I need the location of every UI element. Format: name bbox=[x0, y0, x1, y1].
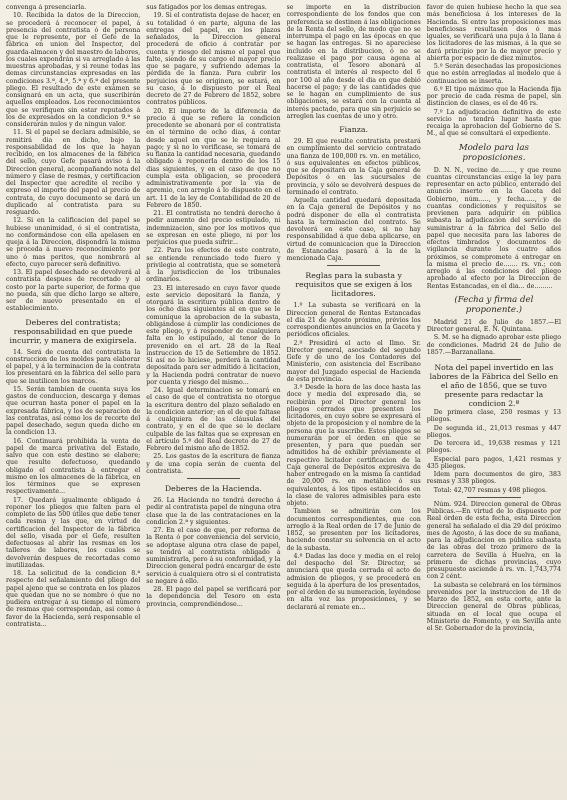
divider bbox=[467, 497, 521, 498]
column-4 bbox=[427, 4, 561, 800]
list-item: De tercera id., 19,638 resmas y 121 pliegos. bbox=[426, 440, 561, 455]
signature-line: (Fecha y firma del proponente.) bbox=[454, 294, 534, 315]
paragraph: 29. El que resulte contratista prestará en cumplimiento del servicio contratado una fianza de 100,000 rs. vn. en metálico, ó sus equivalentes en efectos públicos, que se depositará en la Caja general de Depósitos ó en las sucursales de provincia, y sólo se devolverá despues de terminado el contrato. bbox=[286, 138, 421, 196]
paragraph: 12. Si en la calificacion del papel se hubiese unanimidad, ó si el contratista, no conformándose con ella apelasen en queja á la Direccion, dispondrá la misma se proceda á nuevo reconocimiento por uno ó mas peritos, que nombrará al efecto, cuyo parecer será definitivo. bbox=[6, 217, 141, 268]
paragraph: 17. Quedará igualmente obligado á reponer los pliegos que falten para el completo de las 500 útiles que debe tener cada resma y las que, en virtud de certificacion del Inspector de la fábrica del sello, visada por el Gefe, resulten defectuosas al abrir las resmas en los talleres de labores, los cuales se devolverán despues de recortadas como inutilizadas. bbox=[6, 496, 141, 569]
paragraph: 27. En el caso de que, por reforma de la Renta ó por conveniencia del servicio, se adoptase alguna otra clase de papel, se tendrá al contratista obligado á suministrarla, pero á su conformidad, y la Direccion general podrá encargar de este servicio á cualquiera otro si el contratista se negare á ello. bbox=[146, 527, 281, 585]
paragraph: Tambien se admitirán con los documentos correspondientes, que con arreglo á la Real orden de 17 de Junio de 1852, se presenten por los licitadores, haciendo constar su solvencia en el acto de la subasta. bbox=[286, 508, 421, 552]
paragraph: 24. Igual determinacion se tomará en el caso de que el contratista no otorgue la escritura dentro del plazo señalado en la condicion anterior; en el de que faltase á cualquiera de las cláusulas del contrato, y en el de que se le declare culpable de las faltas que se expresan en el artículo 5.º del Real decreto de 27 de Febrero del mismo año de 1852. bbox=[146, 387, 281, 452]
list-item: De primera clase, 250 resmas y 13 pliegos. bbox=[426, 409, 561, 424]
paragraph: 26. La Hacienda no tendrá derecho á pedir al contratista papel de ninguna otra clase que la de las contrataciones en la condicion 2.ª y siguientes. bbox=[146, 497, 281, 526]
divider bbox=[467, 359, 521, 360]
paragraph: se importe en la distribucion correspondiente de los fondos que con preferencia se destinen á las obligaciones de la Renta del sello, de modo que no se interrumpa el pago en las épocas en que se hagan las entregas. Si no apareciese incluido en la distribucion, ó no se realizase el pago por causa agena al contratista, el Tesoro abonará al contratista el interés al respecto del 6 por 100 al año desde el dia en que debió hacerse el pago; y de las cantidades que se le hagan en cumplimiento de sus obligaciones, se estará con la cuenta al interés pactado, para que sin perjuicio se arreglen las cuentas de uno y otro. bbox=[286, 4, 421, 120]
paragraph: 18. La solicitud de la condicion 8.ª respecto del señalamiento del pliego del papel ajeno que se contrata en los plazos que quedan que no se nombre ó que no pudiera entregar á su tiempo el número de resmas que correspondan, asi como á favor de la Hacienda, será responsable el contratista... bbox=[6, 570, 141, 628]
list-item: De segunda id., 21,013 resmas y 447 pliegos. bbox=[426, 424, 561, 439]
note-heading: Nota del papel invertido en las labores de la Fábrica del Sello en el año de 1856, que se tuvo presente para redactar la condicion 2.ª bbox=[429, 363, 559, 408]
paragraph: 19. Si el contratista dejase de hacer, en su totalidad ó en parte, alguna de las entregas del papel, en los plazos señalados, la Direccion general procederá de oficio á contratar por cuenta y riesgo del mismo el papel que falte, siendo de su cargo el mayor precio que se pagare, y sufriendo ademas la pérdida de la fianza. Para cubrir los perjuicios que se originen, se estará, en su caso, á lo dispuesto por el Real decreto de 27 de Febrero de 1852, sobre contratos públicos. bbox=[146, 12, 281, 107]
paragraph: 16. Continuará prohibida la venta de papel de marca privativa del Estado, salvo que con este destino se elabore; que resulte defectuoso, quedando obligado el contratista á entregar el mismo en los almacenes de la fábrica, en los términos que se expresen respectivamente... bbox=[6, 437, 141, 496]
paragraph: sus fatigados por los demas entregas. bbox=[146, 4, 267, 11]
paragraph: 22. Para los efectos de este contrato, se entiende renunciado todo fuero y privilegio al contratista, que se someterá á la jurisdiccion de los tribunales ordinarios. bbox=[146, 247, 281, 284]
paragraph: Núm. 924. Direccion general de Obras Públicas.—En virtud de lo dispuesto por Real órden de esta fecha, esta Direccion general ha señalado el dia 29 del próximo mes de Agosto, á las doce de su mañana, para la adjudicacion en pública subasta de las obras del trozo primero de la carretera de Sevilla á Huelva, en la primera de dichas provincias, cuyo presupuesto asciende á rs. vn. 1,743,774 con 2 cént. bbox=[426, 500, 561, 581]
paragraph: 4.º Dadas las doce y media en el reloj del despacho del Sr. Director, se anunciará que queda cerrada el acto de admision de pliegos, y se procederá en seguida á la apertura de los presentados, por el órden de su numeracion, leyéndose en alta voz las proposiciones, y se declarará al remate en... bbox=[286, 552, 421, 611]
paragraph: 23. El interesado en cuyo favor quede este servicio depositará la fianza, y otorgará la escritura pública dentro de los ocho dias siguientes al en que se le comunique la aprobacion de la subasta, obligándose á cumplir las condiciones de este pliego, y á responder de cualquiera falta en lo estipulado, al tenor de lo prevenido en el art. 28 de la Real instruccion de 15 de Setiembre de 1852. Si así no lo hiciese, perderá la cantidad depositada para ser admitido á licitacion, y la Hacienda podrá contratar de nuevo por cuenta y riesgo del mismo... bbox=[146, 284, 281, 386]
column-1 bbox=[6, 4, 140, 800]
paragraph: 15. Serán tambien de cuenta suya los gastos de conduccion, descarga y demas que ocurran hasta poner el papel en la expresada fábrica, y los de separacion de las contratas, así como los de recorte del papel desechado, segun queda dicho en la condicion 13. bbox=[6, 385, 141, 437]
paragraph: 21. El contratista no tendrá derecho á pedir aumento del precio estipulado, ni indemnizacion, sino por los motivos que se expresan en este pliego, ni por los perjuicios que pueda sufrir... bbox=[146, 210, 281, 246]
paragraph: S. M. se ha dignado aprobar este pliego de condiciones. Madrid 24 de Julio de 1857.—Barzanallana. bbox=[426, 334, 561, 356]
paragraph: 1.º La subasta se verificará en la Direccion general de Rentas Estancadas el dia 21 de Agosto próximo, prévios los correspondientes anuncios en la Gaceta y periódicos oficiales. bbox=[286, 302, 421, 339]
paragraph: 14. Será de cuenta del contratista la construccion de los moldes para elaborar el papel, y á la terminacion de la contrata los presentará en la fábrica del sello para que se inutilicen los marcos. bbox=[6, 348, 141, 385]
paragraph: 7.º La adjudicacion definitiva de este servicio no tendrá lugar hasta que recaiga la aprobacion del Gobierno de S. M., al que se consultará el expediente. bbox=[426, 108, 561, 138]
paragraph: 13. El papel desechado se devolverá al contratista despues de recortado y al costo por la parte superior, de forma que no pueda, sin que dicho largo se altere, ser de nuevo presentado en el establecimiento. bbox=[6, 269, 141, 313]
list-item: Total: 42,707 resmas y 498 pliegos. bbox=[433, 486, 548, 494]
paragraph: convenga á presenciarla. bbox=[6, 4, 87, 11]
paragraph: D. N. N., vecino de........, y que reune cuantas circunstancias exige la ley para representar en acto público, enterado del anuncio inserto en la Gaceta del Gobierno, núm....., y fecha....., y de cuantas condiciones y requisitos se previenen para adquirir en pública subasta la adjudicacion del servicio de suministrar á la fábrica del Sello del papel que necesita para las labores de efectos timbrados y documentos de vigilancia durante los cuatro años próximos, se compromete á entregar en la misma el precio de....... rs. vn.; con arreglo á las condiciones del pliego aprobado al efecto por la Direccion de Rentas Estancadas, en el dia... de......... bbox=[426, 166, 561, 290]
section-heading: Deberes de la Hacienda. bbox=[164, 484, 262, 493]
list-item: Especial para pagos, 1,421 resmas y 435 pliegos. bbox=[426, 455, 561, 470]
paragraph: La subasta se celebrará en los términos prevenidos por la instruccion de 18 de Marzo de 1852, en esta corte, ante la Direccion general de Obras públicas, situada en el local que ocupa el Ministerio de Fomento, y en Sevilla ante el Sr. Gobernador de la provincia, bbox=[426, 581, 561, 632]
paragraph: 6.º El tipo máximo que la Hacienda fija por precio de cada resma de papel, sin distincion de clases, es el de 46 rs. bbox=[426, 85, 561, 108]
divider bbox=[327, 265, 381, 266]
paragraph: 25. Los gastos de la escritura de fianza y de una copia serán de cuenta del contratista. bbox=[146, 453, 281, 475]
section-heading: Reglas para la subasta y requisitos que se exigen á los licitadores. bbox=[295, 271, 413, 299]
paragraph: 10. Recibida la datos de la Direccion, se procederá á reconocer el papel, á presencia del contratista ó de persona que le represente, por el Gefe de la fábrica en union del Inspector, del guarda-almacen y del maestro de labores, los cuales expondrán si va arreglado á las muestras aprobadas, y si reune todas las demas circunstancias expresadas en las condiciones 3.ª, 4.ª, 5.ª y 6.ª del presente pliego. El resultado de este exámen se consignará en un acta, que suscribirán aquellos empleados. Los reconocimientos que se verifiquen sin estar reputados á los de expresados en la condicion 9.ª se considerarán nulos y de ningun valor. bbox=[6, 12, 141, 128]
columns bbox=[6, 4, 561, 800]
section-heading: Modelo para las proposiciones. bbox=[458, 142, 529, 163]
paragraph: 2.º Presidirá el acto el Ilmo. Sr. Director general, asociado del segundo Gefe y de uno de los Contadores del Ministerio, con asistencia del Escribano mayor del Juzgado especial de Hacienda de esta provincia. bbox=[286, 339, 421, 383]
paragraph: 3.º Desde la hora de las doce hasta las doce y media del expresado dia, se recibirán por el Director general los pliegos cerrados que presenten los licitadores, en cuyo sobre se expresará el objeto de la proposicion y el nombre de la persona que la suscribe. Estos pliegos se numerarán por el órden en que se presenten, y para que puedan ser admitidos ha de exhibir préviamente el respectivo licitador certificacion de la Caja general de Depósitos expresiva de haber entregado en la misma la cantidad de 20,000 rs. en metálico ó sus equivalentes, á los tipos establecidos en la clase de valores admisibles para este objeto. bbox=[286, 384, 421, 507]
paragraph: Madrid 21 de Julio de 1857.—El Director general, E. N. Quintana. bbox=[426, 318, 561, 333]
list-item: Idem para documentos de giro, 383 resmas y 338 pliegos. bbox=[426, 471, 561, 486]
column-2 bbox=[146, 4, 280, 800]
paragraph: 5.º Serán desechadas las proposiciones que no estén arregladas al modelo que á continuacion se inserta. bbox=[426, 63, 561, 85]
paragraph: 28. El pago del papel se verificará por la dependencia del Tesoro en esta provincia, comprendiéndose... bbox=[146, 586, 281, 608]
divider bbox=[187, 478, 241, 479]
paragraph: 20. El importe de la diferencia de precio á que se refiere la condicion precedente se abonará por el contratista en el término de ocho dias, á contar desde aquel en que se le requiera al pago; y si no lo verificase, se tomará de su fianza la cantidad necesaria, quedando obligado á reponerla dentro de los 15 dias siguientes, y en el caso de que no cumpla esta obligacion, se procederá administrativamente por la via de apremio, con arreglo á lo dispuesto en el art. 11 de la ley de Contabilidad de 20 de Febrero de 1850. bbox=[146, 107, 281, 209]
paragraph: 11. Si el papel se declara admisible, se remitirá dia en dicho, bajo la responsabilidad de los que la hayan recibido, en los almacenes de la fábrica del sello, cuyo Gefe pasará aviso á la Direccion general, acompañando nota del número y clase de resmas, y certificacion del Inspector que acredite el recibo y expreso el importe del papel al precio de contrata, de cuyo documento se dará un duplicado al contratista para su resguardo. bbox=[6, 129, 141, 216]
paragraph: Aquella cantidad quedará depositada en la Caja general de Depósitos y no podrá disponer de ella el contratista hasta la terminacion del contrato. Se devolverá en este caso, si no hay responsabilidad á que deba aplicarse, en virtud de comunicacion que la Direccion de Estancadas pasará á la de la mencionada Caja. bbox=[286, 197, 421, 262]
section-heading: Fianza. bbox=[339, 125, 369, 134]
column-3 bbox=[287, 4, 421, 800]
paragraph: favor de quien hubiese hecho la que sea más beneficiosa á los intereses de la Hacienda. Si entre las proposiciones mas beneficiosas resultasen dos ó mas iguales, se verificará una puja á la llana á los licitadores de las mismas, á la que se dará principio por la de mayor precio y abierta por espacio de diez minutos. bbox=[426, 4, 561, 62]
section-heading: Deberes del contratista; responsabilidad en que puede incurrir, y manera de exigirsela. bbox=[9, 317, 137, 345]
